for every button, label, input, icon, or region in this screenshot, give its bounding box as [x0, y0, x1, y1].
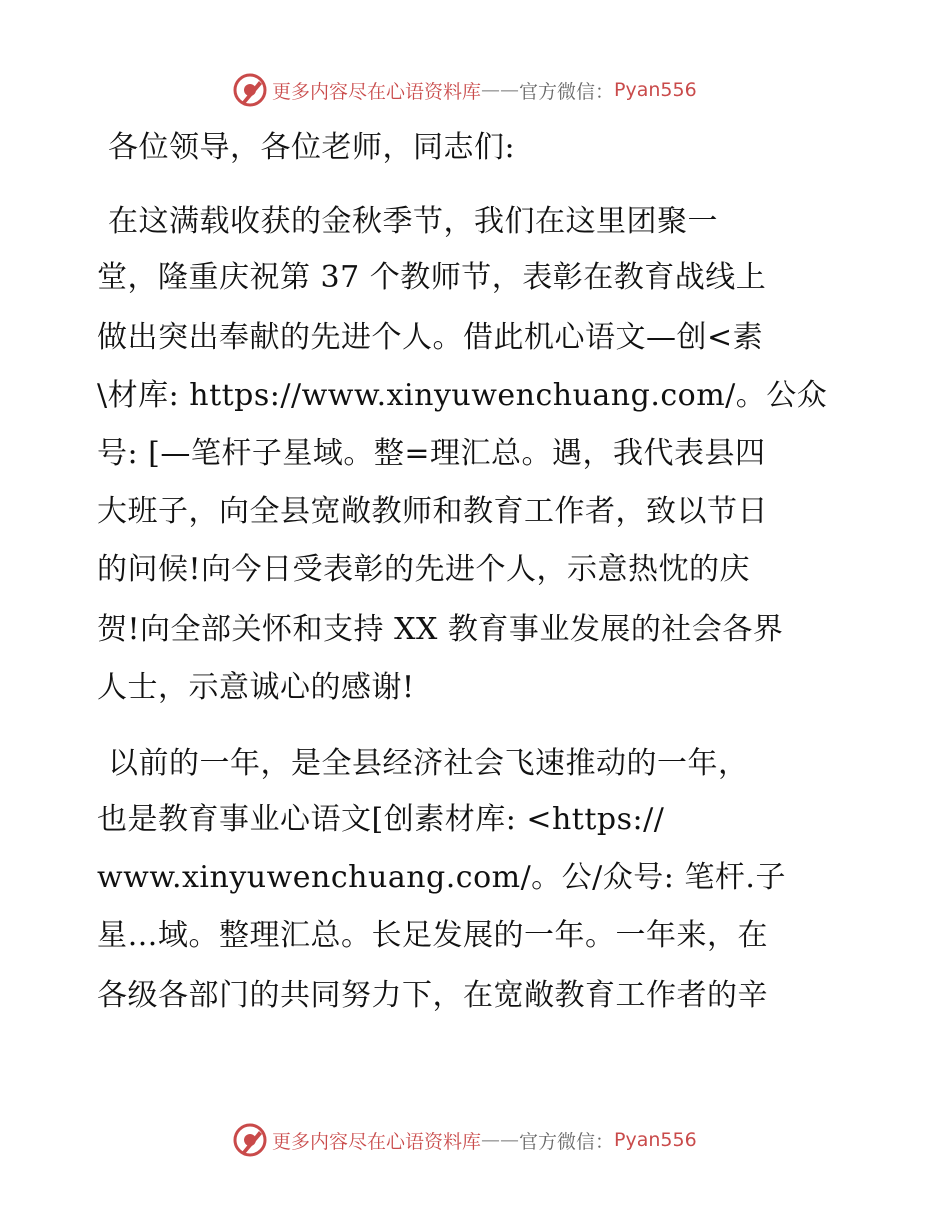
- pen-logo-icon: [232, 1122, 268, 1158]
- pen-logo-icon: [232, 72, 268, 108]
- paragraph2-line: 星…域。整理汇总。长足发展的一年。一年来，在: [97, 918, 768, 953]
- paragraph2-line: 各级各部门的共同努力下，在宽敞教育工作者的辛: [97, 978, 768, 1013]
- paragraph1-line: 号: [—笔杆子星域。整=理汇总。遇，我代表县四: [97, 436, 766, 471]
- banner-separator: ——: [481, 1129, 520, 1151]
- banner-title: 更多内容尽在心语资料库: [272, 1130, 482, 1153]
- banner-contact-label: 官方微信：: [519, 1130, 615, 1153]
- paragraph1-line: 在这满载收获的金秋季节，我们在这里团聚一: [108, 204, 718, 239]
- banner-wechat-id: Pyan556: [614, 79, 697, 101]
- paragraph1-line: 人士，示意诚心的感谢!: [97, 670, 415, 705]
- paragraph1-line: 堂，隆重庆祝第 37 个教师节，表彰在教育战线上: [97, 260, 767, 295]
- salutation: 各位领导，各位老师，同志们:: [108, 130, 516, 165]
- paragraph1-line: 的问候!向今日受表彰的先进个人，示意热忱的庆: [97, 552, 751, 587]
- paragraph1-line: 大班子，向全县宽敞教师和教育工作者，致以节日: [97, 494, 768, 529]
- paragraph2-line: 也是教育事业心语文[创素材库: <https://: [97, 802, 665, 837]
- banner-contact-label: 官方微信：: [519, 80, 615, 103]
- banner-title: 更多内容尽在心语资料库: [272, 80, 482, 103]
- banner-separator: ——: [481, 79, 520, 101]
- banner-wechat-id: Pyan556: [614, 1129, 697, 1151]
- header-banner: [232, 70, 697, 110]
- footer-banner: [232, 1120, 697, 1160]
- paragraph2-line: www.xinyuwenchuang.com/。公/众号: 笔杆.子: [97, 860, 786, 895]
- paragraph1-line: 做出突出奉献的先进个人。借此机心语文—创<素: [97, 320, 764, 355]
- paragraph1-line: 贺!向全部关怀和支持 XX 教育事业发展的社会各界: [97, 612, 784, 647]
- paragraph2-line: 以前的一年，是全县经济社会飞速推动的一年，: [108, 746, 749, 781]
- paragraph1-line: \材库: https://www.xinyuwenchuang.com/。公众: [97, 378, 828, 413]
